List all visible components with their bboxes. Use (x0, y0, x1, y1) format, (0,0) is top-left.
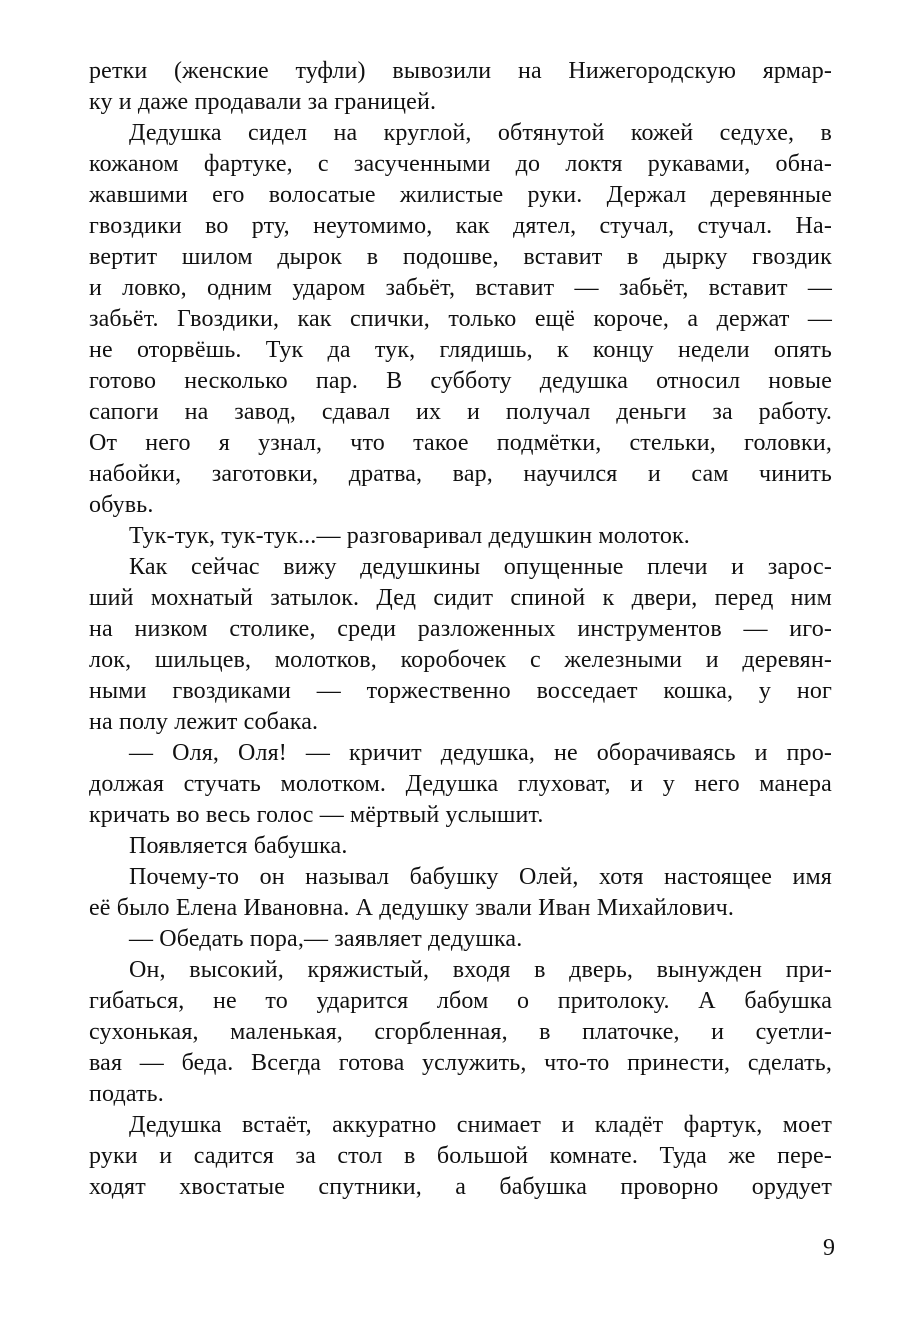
text-line: не оторвёшь. Тук да тук, глядишь, к концу недели опять (89, 337, 832, 363)
book-page-text (89, 56, 832, 1203)
text-line: лок, шильцев, молотков, коробочек с железными и деревян- (89, 647, 832, 673)
text-line: должая стучать молотком. Дедушка глуховат, и у него манера (89, 771, 832, 797)
text-line: обувь. (89, 492, 154, 518)
text-line: ку и даже продавали за границей. (89, 89, 437, 115)
text-line: ретки (женские туфли) вывозили на Нижегородскую ярмар- (89, 58, 832, 84)
text-line: её было Елена Ивановна. А дедушку звали Иван Михайлович. (89, 895, 734, 921)
text-line: жавшими его волосатые жилистые руки. Держал деревянные (89, 182, 832, 208)
text-line: кричать во весь голос — мёртвый услышит. (89, 802, 544, 828)
text-line: забьёт. Гвоздики, как спички, только ещё короче, а держат — (89, 306, 832, 332)
text-line: гибаться, не то ударится лбом о притолоку. А бабушка (89, 988, 832, 1014)
text-line: сапоги на завод, сдавал их и получал деньги за работу. (89, 399, 832, 425)
text-line: кожаном фартуке, с засученными до локтя рукавами, обна- (89, 151, 832, 177)
text-line: Дедушка встаёт, аккуратно снимает и кладёт фартук, моет (129, 1112, 832, 1138)
text-line: Тук-тук, тук-тук...— разговаривал дедушкин молоток. (129, 523, 690, 549)
text-line: готово несколько пар. В субботу дедушка относил новые (89, 368, 832, 394)
text-line: набойки, заготовки, дратва, вар, научился и сам чинить (89, 461, 832, 487)
text-line: руки и садится за стол в большой комнате. Туда же пере- (89, 1143, 832, 1169)
text-line: вертит шилом дырок в подошве, вставит в дырку гвоздик (89, 244, 832, 270)
text-line: Он, высокий, кряжистый, входя в дверь, вынужден при- (129, 957, 832, 983)
text-line: на полу лежит собака. (89, 709, 319, 735)
text-line: гвоздики во рту, неутомимо, как дятел, стучал, стучал. На- (89, 213, 832, 239)
text-line: Как сейчас вижу дедушкины опущенные плечи и зарос- (129, 554, 832, 580)
text-line: сухонькая, маленькая, сгорбленная, в платочке, и суетли- (89, 1019, 832, 1045)
text-line: Почему-то он называл бабушку Олей, хотя настоящее имя (129, 864, 832, 890)
text-line: — Обедать пора,— заявляет дедушка. (129, 926, 523, 952)
page-number: 9 (823, 1235, 835, 1261)
text-line: ший мохнатый затылок. Дед сидит спиной к двери, перед ним (89, 585, 832, 611)
text-line: вая — беда. Всегда готова услужить, что-то принести, сделать, (89, 1050, 832, 1076)
text-line: ходят хвостатые спутники, а бабушка проворно орудует (89, 1174, 832, 1200)
text-line: ными гвоздиками — торжественно восседает кошка, у ног (89, 678, 832, 704)
text-line: От него я узнал, что такое подмётки, стельки, головки, (89, 430, 832, 456)
text-line: Дедушка сидел на круглой, обтянутой кожей седухе, в (129, 120, 832, 146)
text-line: на низком столике, среди разложенных инструментов — иго- (89, 616, 832, 642)
text-line: Появляется бабушка. (129, 833, 348, 859)
text-line: и ловко, одним ударом забьёт, вставит — забьёт, вставит — (89, 275, 832, 301)
text-line: — Оля, Оля! — кричит дедушка, не оборачиваясь и про- (129, 740, 832, 766)
text-line: подать. (89, 1081, 164, 1107)
